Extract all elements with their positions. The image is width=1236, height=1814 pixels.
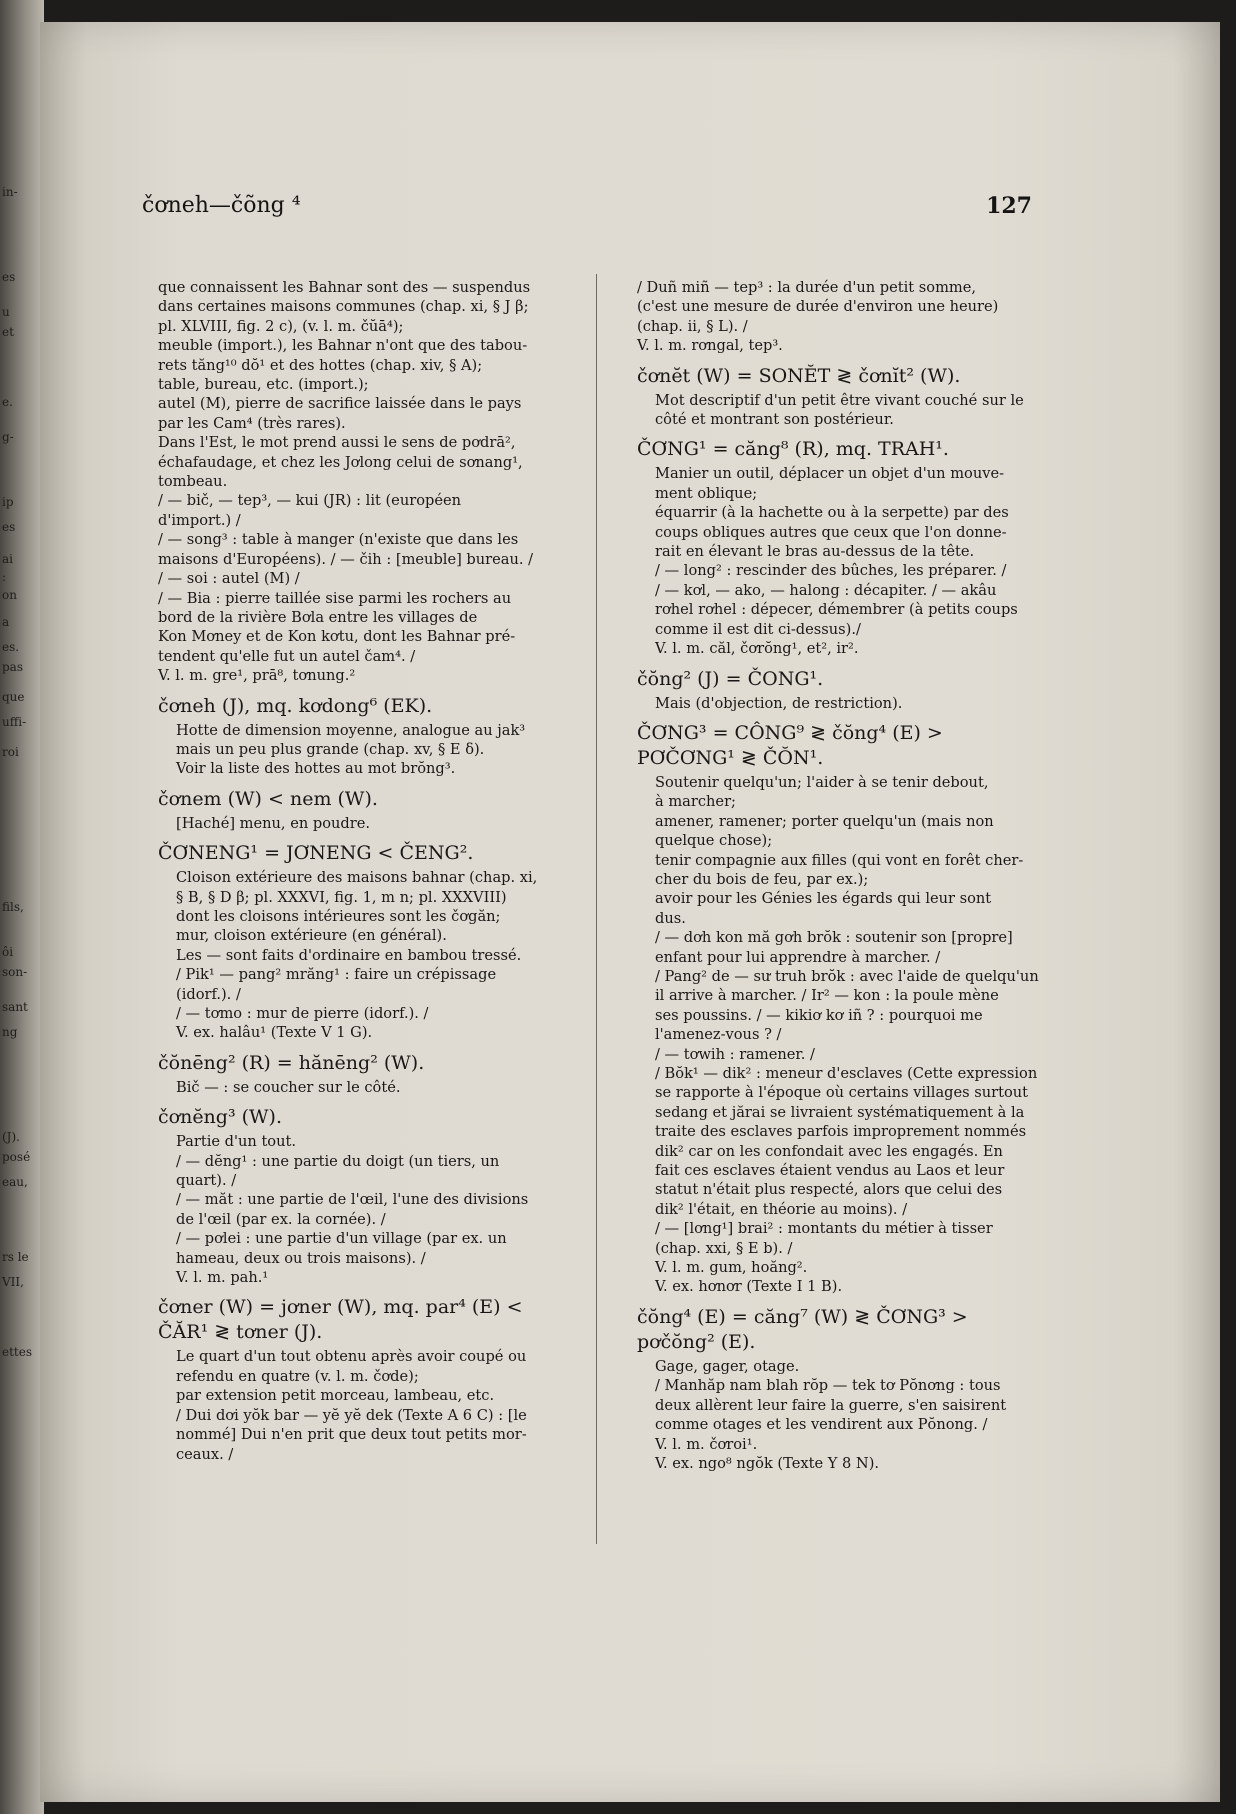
entry-line: mur, cloison extérieure (en général). [176, 927, 447, 945]
headword: čơnem (W) < nem (W). [158, 787, 378, 810]
entry-line: sedang et jărai se livraient systématiquement à la [655, 1103, 1025, 1121]
entry-line: nommé] Dui n'en prit que deux tout petits mor- [176, 1426, 527, 1444]
dictionary-entry-coneng3 [158, 1105, 556, 1287]
entry-line: V. ex. halâu¹ (Texte V 1 G). [176, 1024, 373, 1042]
entry-line: dont les cloisons intérieures sont les čơgăn; [176, 907, 501, 925]
dictionary-entry-conet [637, 364, 1039, 430]
entry-line: échafaudage, et chez les Jơlong celui de sơnang¹, [158, 453, 523, 471]
entry-line: maisons d'Européens). / — čih : [meuble] bureau. / [158, 550, 534, 568]
left-page-fragment: (J). [2, 1130, 20, 1144]
page-number: 127 [986, 193, 1032, 219]
entry-line: deux allèrent leur faire la guerre, s'en saisirent [655, 1396, 1007, 1414]
running-head: čơneh—čõng ⁴ [142, 193, 301, 218]
entry-line: tenir compagnie aux filles (qui vont en forêt cher- [655, 851, 1024, 869]
headword: čŏng² (J) = ČONG¹. [637, 667, 824, 690]
left-page-fragment: e. [2, 395, 13, 409]
entry-line: / Manhăp nam blah rŏp — tek tơ Pŏnơng : tous [655, 1377, 1001, 1395]
left-page-fragment: sant [2, 1000, 28, 1014]
entry-line: se rapporte à l'époque où certains villages surtout [655, 1084, 1029, 1102]
left-page-fragment: roi [2, 745, 19, 759]
headword: čơnĕng³ (W). [158, 1106, 283, 1129]
entry-line: V. l. m. rơngal, tep³. [637, 337, 783, 355]
entry-line: pl. XLVIII, fig. 2 c), (v. l. m. čŭā⁴); [158, 317, 404, 335]
entry-line: il arrive à marcher. / Ir² — kon : la poule mène [655, 987, 999, 1005]
entry-line: refendu en quatre (v. l. m. čơde); [176, 1367, 419, 1385]
headword: čơneh (J), mq. kơdong⁶ (EK). [158, 694, 433, 717]
left-page-fragment: g- [2, 430, 14, 444]
dictionary-entry-cong3 [637, 721, 1039, 1297]
left-page-fragment: uffi- [2, 715, 27, 729]
entry-line: amener, ramener; porter quelqu'un (mais non [655, 812, 994, 830]
left-page-fragment: : [2, 570, 7, 584]
left-page-fragment: es. [2, 640, 20, 654]
left-page-fragment: es [2, 270, 16, 284]
entry-line: Mais (d'objection, de restriction). [655, 694, 903, 712]
page-header [142, 193, 1032, 227]
entry-line: / — bič, — tep³, — kui (JR) : lit (européen [158, 492, 461, 510]
left-page-fragment: es [2, 520, 16, 534]
entry-line: / — long² : rescinder des bûches, les préparer. / [655, 562, 1007, 580]
entry-line: par extension petit morceau, lambeau, etc. [176, 1387, 495, 1405]
entry-line: / — [lơng¹] brai² : montants du métier à tisser [655, 1220, 993, 1238]
entry-line: § B, § D β; pl. XXXVI, fig. 1, m n; pl. XXXVIII) [176, 888, 507, 906]
entry-line: / — song³ : table à manger (n'existe que dans les [158, 531, 519, 549]
entry-line: coups obliques autres que ceux que l'on donne- [655, 523, 1007, 541]
entry-line: / — kơl, — ako, — halong : décapiter. / — akâu [655, 581, 997, 599]
dictionary-entry-coneng1 [158, 841, 556, 1043]
entry-line: (chap. xxi, § E b). / [655, 1239, 793, 1257]
entry-line: V. l. m. gum, hoăng². [655, 1259, 808, 1277]
left-page-fragment: rs le [2, 1250, 29, 1264]
left-page-fragment: fils, [2, 900, 24, 914]
entry-line: Manier un outil, déplacer un objet d'un mouve- [655, 465, 1005, 483]
entry-line: par les Cam⁴ (très rares). [158, 414, 346, 432]
entry-line: mais un peu plus grande (chap. xv, § E δ). [176, 740, 485, 758]
entry-line: dus. [655, 909, 686, 927]
entry-line: Mot descriptif d'un petit être vivant couché sur le [655, 391, 1024, 409]
entry-line: statut n'était plus respecté, alors que celui des [655, 1181, 1003, 1199]
entry-line: tombeau. [158, 473, 228, 491]
entry-line: (chap. ii, § L). / [637, 317, 748, 335]
entry-line: / — tơmo : mur de pierre (idorf.). / [176, 1005, 429, 1022]
headword: ČƠNG¹ = căng⁸ (R), mq. TRAH¹. [637, 438, 949, 461]
entry-line: bord de la rivière Bơla entre les villages de [158, 608, 478, 626]
headword: čơner (W) = jơner (W), mq. par⁴ (E) < ČĂR¹ ≷ tơner (J). [158, 1296, 523, 1344]
entry-line: [Haché] menu, en poudre. [176, 814, 371, 832]
headword: čơnĕt (W) = SONĔT ≷ čơnĭt² (W). [637, 364, 961, 387]
entry-line: rets tăng¹⁰ dŏ¹ et des hottes (chap. xiv, § A); [158, 356, 483, 374]
entry-line: / — pơlei : une partie d'un village (par ex. un [176, 1230, 507, 1248]
entry-line: quelque chose); [655, 832, 773, 850]
entry-line: fait ces esclaves étaient vendus au Laos et leur [655, 1162, 1005, 1180]
entry-line: dans certaines maisons communes (chap. xi, § J β; [158, 298, 529, 316]
entry-line: d'import.) / [158, 511, 241, 529]
entry-line: dik² car on les confondait avec les engagés. En [655, 1142, 1003, 1160]
dictionary-entry-coneng2 [158, 1051, 556, 1097]
adjacent-left-page [0, 0, 44, 1814]
dictionary-entry-coner [158, 1295, 556, 1463]
entry-line: table, bureau, etc. (import.); [158, 376, 369, 394]
left-page-fragment: a [2, 615, 10, 629]
entry-line: / — măt : une partie de l'œil, l'une des divisions [176, 1191, 529, 1209]
left-page-fragment: posé [2, 1150, 31, 1164]
headword: čŏng⁴ (E) = căng⁷ (W) ≷ ČƠNG³ > pơčŏng² (E). [637, 1305, 968, 1353]
left-page-fragment: ip [2, 495, 14, 509]
dictionary-entry-cont [158, 278, 556, 686]
entry-line: / Bŏk¹ — dik² : meneur d'esclaves (Cette expression [655, 1065, 1038, 1082]
entry-line: ceaux. / [176, 1445, 234, 1463]
entry-line: V. l. m. pah.¹ [176, 1269, 269, 1287]
headword: ČƠNENG¹ = JƠNENG < ČENG². [158, 842, 474, 865]
entry-line: que connaissent les Bahnar sont des — suspendus [158, 279, 531, 296]
entry-line: Le quart d'un tout obtenu après avoir coupé ou [176, 1348, 527, 1366]
right-column [637, 278, 1039, 1481]
entry-line: autel (M), pierre de sacrifice laissée dans le pays [158, 395, 522, 413]
entry-line: (idorf.). / [176, 985, 241, 1003]
entry-line: traite des esclaves parfois improprement nommés [655, 1123, 1027, 1141]
entry-line: V. ex. hơnơr (Texte I 1 B). [655, 1278, 843, 1296]
dictionary-entry-cong2 [637, 667, 1039, 713]
entry-line: avoir pour les Génies les égards qui leur sont [655, 890, 992, 908]
entry-line: ment oblique; [655, 484, 758, 502]
headword: ČƠNG³ = CÔNG⁹ ≷ čŏng⁴ (E) > PƠČƠNG¹ ≷ ČŎN¹. [637, 721, 943, 769]
entry-line: cher du bois de feu, par ex.); [655, 870, 869, 888]
entry-line: dik² l'était, en théorie au moins). / [655, 1200, 908, 1218]
entry-line: Voir la liste des hottes au mot brŏng³. [176, 760, 456, 778]
dictionary-entry-conem [158, 787, 556, 833]
left-page-fragment: ôi [2, 945, 14, 959]
entry-line: Partie d'un tout. [176, 1133, 296, 1151]
entry-line: / Duñ miñ — tep³ : la durée d'un petit somme, [637, 279, 977, 296]
left-page-fragment: pas [2, 660, 23, 674]
left-page-fragment: et [2, 325, 14, 339]
entry-line: enfant pour lui apprendre à marcher. / [655, 948, 941, 966]
entry-line: équarrir (à la hachette ou à la serpette) par des [655, 504, 1009, 522]
entry-line: côté et montrant son postérieur. [655, 411, 894, 429]
entry-line: de l'œil (par ex. la cornée). / [176, 1210, 386, 1228]
left-page-fragment: VII, [2, 1275, 24, 1289]
column-divider [596, 274, 597, 1544]
entry-line: quart). / [176, 1172, 237, 1190]
entry-line: à marcher; [655, 793, 736, 811]
entry-line: Les — sont faits d'ordinaire en bambou tressé. [176, 946, 522, 964]
left-page-fragment: son- [2, 965, 28, 979]
entry-line: / Dui dơi yŏk bar — yĕ yĕ dek (Texte A 6 C) : [le [176, 1406, 527, 1424]
entry-line: Cloison extérieure des maisons bahnar (chap. xi, [176, 869, 538, 887]
left-page-fragment: ettes [2, 1345, 33, 1359]
left-column [158, 278, 556, 1472]
left-page-fragment: in- [2, 185, 18, 199]
entry-line: tendent qu'elle fut un autel čam⁴. / [158, 647, 416, 665]
entry-line: / Pang² de — sư truh brŏk : avec l'aide de quelqu'un [655, 967, 1039, 985]
entry-line: / — soi : autel (M) / [158, 570, 300, 588]
entry-line: / — dĕng¹ : une partie du doigt (un tiers, un [176, 1152, 500, 1170]
entry-line: Kon Mơney et de Kon kơtu, dont les Bahnar pré- [158, 628, 516, 646]
left-page-fragment: on [2, 588, 17, 602]
left-page-fragment: u [2, 305, 10, 319]
entry-line: / Pik¹ — pang² mrăng¹ : faire un crépissage [176, 966, 497, 984]
entry-line: Dans l'Est, le mot prend aussi le sens de pơdrā², [158, 434, 516, 452]
entry-line: Soutenir quelqu'un; l'aider à se tenir debout, [655, 773, 989, 791]
entry-line: / — tơwih : ramener. / [655, 1045, 815, 1063]
entry-line: rait en élevant le bras au-dessus de la tête. [655, 543, 975, 561]
entry-line: ses poussins. / — kikiơ kơ iñ ? : pourquoi me [655, 1006, 983, 1024]
entry-line: rơhel rơhel : dépecer, démembrer (à petits coups [655, 601, 1018, 619]
left-page-fragment: eau, [2, 1175, 28, 1189]
entry-line: V. ex. ngo⁸ ngŏk (Texte Y 8 N). [655, 1454, 880, 1472]
left-page-fragment: ng [2, 1025, 18, 1039]
entry-line: Bič — : se coucher sur le côté. [176, 1078, 401, 1096]
entry-line: comme otages et les vendirent aux Pŏnong. / [655, 1416, 988, 1434]
entry-line: V. l. m. căl, čơrŏng¹, et², ir². [655, 640, 859, 658]
entry-line: meuble (import.), les Bahnar n'ont que des tabou- [158, 337, 528, 355]
entry-line: V. l. m. gre¹, prā⁸, tơnung.² [158, 667, 356, 685]
dictionary-entry-coneh [158, 694, 556, 779]
dictionary-entry-cont [637, 278, 1039, 356]
entry-line: Gage, gager, otage. [655, 1357, 800, 1375]
left-page-fragment: ai [2, 552, 13, 566]
entry-line: / — dơh kon mă gơh brŏk : soutenir son [propre] [655, 929, 1013, 947]
entry-line: Hotte de dimension moyenne, analogue au jak³ [176, 721, 526, 739]
entry-line: l'amenez-vous ? / [655, 1026, 782, 1044]
headword: čŏnēng² (R) = hănēng² (W). [158, 1051, 425, 1074]
entry-line: comme il est dit ci-dessus)./ [655, 620, 861, 638]
left-page-fragment: que [2, 690, 25, 704]
dictionary-entry-cong1 [637, 437, 1039, 658]
entry-line: (c'est une mesure de durée d'environ une heure) [637, 298, 999, 316]
dictionary-entry-cong4 [637, 1305, 1039, 1473]
entry-line: / — Bia : pierre taillée sise parmi les rochers au [158, 589, 512, 607]
entry-line: hameau, deux ou trois maisons). / [176, 1249, 426, 1267]
entry-line: V. l. m. čơroi¹. [655, 1435, 758, 1453]
